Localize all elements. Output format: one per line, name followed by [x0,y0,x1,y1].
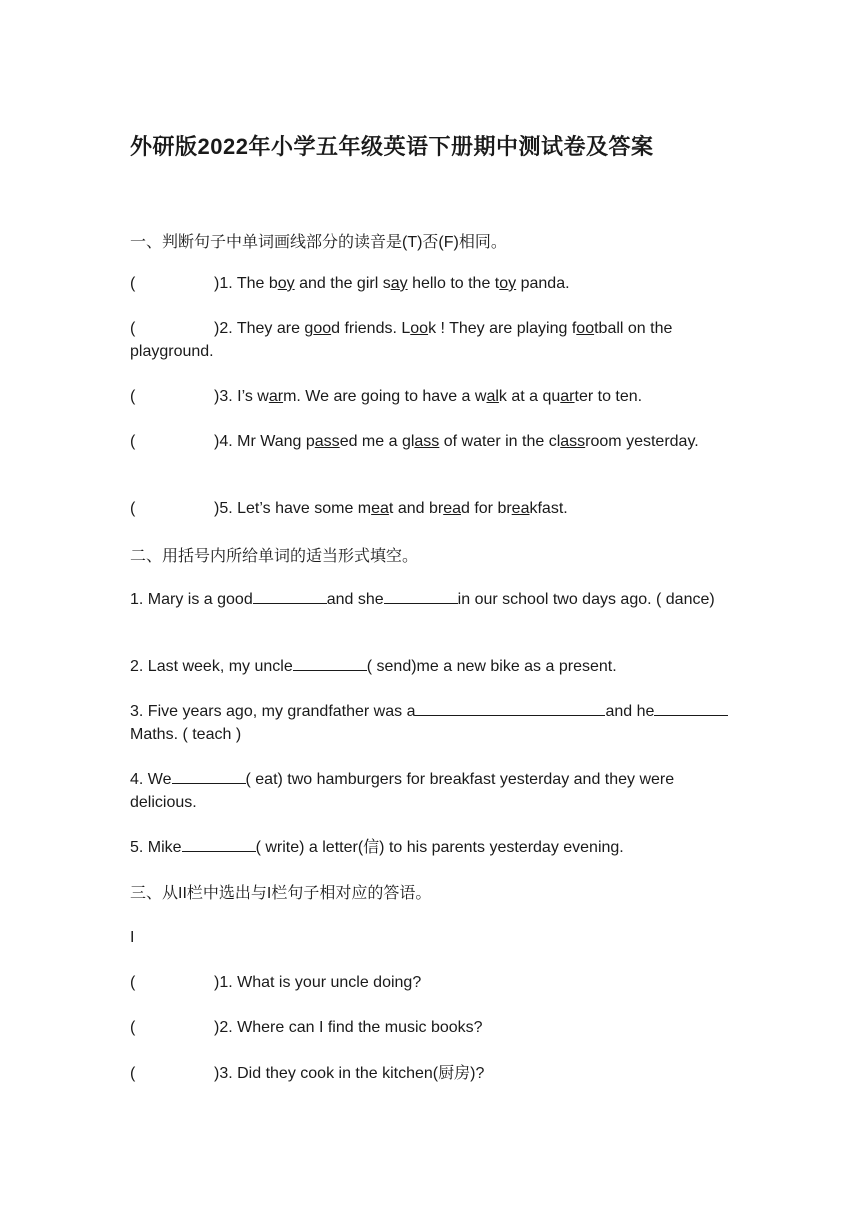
s3-question-2: ( )2. Where can I find the music books? [130,1016,730,1039]
answer-paren: ( [130,1065,136,1082]
answer-paren: ( [130,974,136,991]
s1-question-2: ( )2. They are good friends. Look ! They are playing football on the playground. [130,317,730,363]
answer-paren: ( [130,1019,136,1036]
answer-paren: ( [130,433,136,450]
question-number: )1. [214,275,237,292]
answer-paren: ( [130,275,136,292]
s2-question-2: 2. Last week, my uncle ( send)me a new bike as a present. [130,655,730,678]
fill-blank[interactable] [172,768,246,784]
question-number: )3. [214,388,238,405]
column-label: I [130,929,135,946]
s1-question-4: ( )4. Mr Wang passed me a glass of water in the classroom yesterday. [130,430,730,453]
answer-paren: ( [130,500,136,517]
s1-question-5: ( )5. Let’s have some meat and bread for breakfast. [130,497,730,520]
answer-paren: ( [130,388,136,405]
fill-blank[interactable] [293,655,367,671]
section-3-heading: 三、从II栏中选出与I栏句子相对应的答语。 [130,885,432,902]
fill-blank[interactable] [253,588,327,604]
answer-paren: ( [130,320,136,337]
s3-question-1: ( )1. What is your uncle doing? [130,971,730,994]
s2-question-3: 3. Five years ago, my grandfather was a and heMaths. ( teach ) [130,700,730,746]
s1-question-1: ( )1. The boy and the girl say hello to the toy panda. [130,272,730,295]
fill-blank[interactable] [654,700,728,716]
s2-question-4: 4. We ( eat) two hamburgers for breakfast yesterday and they were delicious. [130,768,730,814]
page-title: 外研版2022年小学五年级英语下册期中测试卷及答案 [130,134,654,159]
s1-question-3: ( )3. I’s warm. We are going to have a walk at a quarter to ten. [130,385,730,408]
section-2-heading: 二、用括号内所给单词的适当形式填空。 [130,548,419,565]
question-number: )5. [214,500,238,517]
question-number: )2. [214,320,237,337]
s2-question-1: 1. Mary is a good and she in our school two days ago. ( dance) [130,588,730,611]
fill-blank[interactable] [182,836,256,852]
fill-blank[interactable] [384,588,458,604]
s3-question-3: ( )3. Did they cook in the kitchen(厨房)? [130,1061,730,1085]
section-1-heading: 一、判断句子中单词画线部分的读音是(T)否(F)相同。 [130,234,507,251]
question-number: )4. [214,433,238,450]
s2-question-5: 5. Mike ( write) a letter(信) to his parents yesterday evening. [130,837,624,856]
fill-blank[interactable] [415,700,605,716]
